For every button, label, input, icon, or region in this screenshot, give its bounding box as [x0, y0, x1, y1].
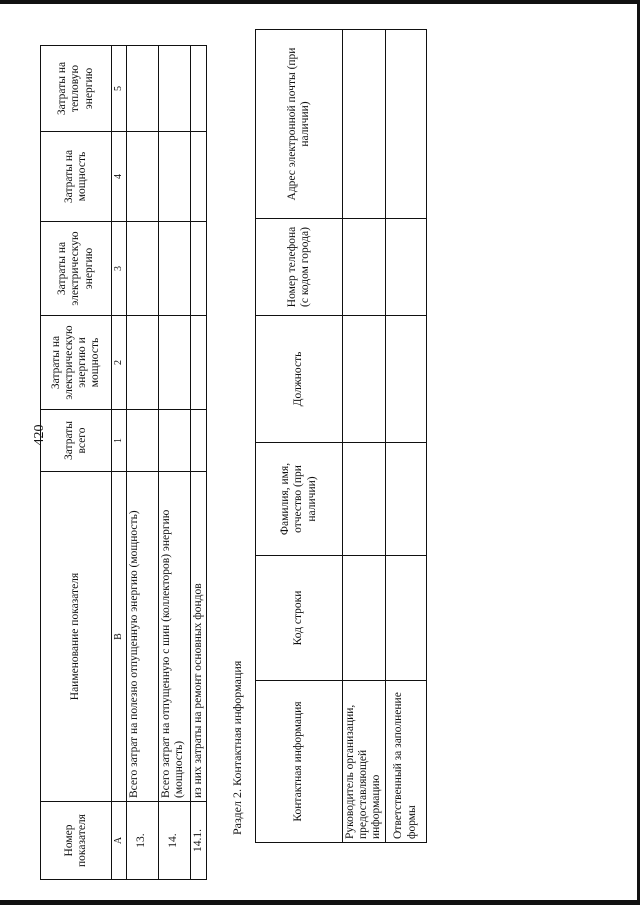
value-cell	[385, 443, 426, 556]
header-email: Адрес электронной почты (при наличии)	[256, 30, 343, 219]
value-cell	[190, 46, 206, 132]
table-row	[190, 46, 206, 880]
header-total-costs: Затраты всего	[41, 410, 112, 472]
table-header-row	[41, 46, 112, 880]
header-indicator-name: Наименование показателя	[41, 472, 112, 802]
value-cell	[158, 410, 190, 472]
value-cell	[385, 556, 426, 681]
value-cell	[190, 410, 206, 472]
column-index: 3	[112, 222, 127, 316]
header-position: Должность	[256, 316, 343, 443]
page-number: 420	[32, 424, 47, 446]
column-index: 1	[112, 410, 127, 472]
value-cell	[158, 316, 190, 410]
value-cell	[343, 556, 386, 681]
value-cell	[343, 443, 386, 556]
header-indicator-number: Номер показателя	[41, 802, 112, 880]
table-row	[158, 46, 190, 880]
contact-role: Руководитель организации, предоставляющей информацию	[343, 681, 386, 843]
value-cell	[385, 316, 426, 443]
column-index: А	[112, 802, 127, 880]
column-index: 4	[112, 132, 127, 222]
section-2-title: Раздел 2. Контактная информация	[230, 660, 244, 835]
header-phone: Номер телефона (с кодом города)	[256, 219, 343, 316]
column-index: 5	[112, 46, 127, 132]
indicator-code: 14.1.	[190, 802, 206, 880]
header-electric-energy-costs: Затраты на электрическую энергию	[41, 222, 112, 316]
value-cell	[126, 410, 158, 472]
value-cell	[158, 132, 190, 222]
column-index-row	[112, 46, 127, 880]
value-cell	[126, 46, 158, 132]
header-electric-energy-power-costs: Затраты на электрическую энергию и мощность	[41, 316, 112, 410]
indicator-name: Всего затрат на полезно отпущенную энергию (мощность)	[126, 472, 158, 802]
header-power-costs: Затраты на мощность	[41, 132, 112, 222]
header-thermal-energy-costs: Затраты на тепловую энергию	[41, 46, 112, 132]
value-cell	[126, 132, 158, 222]
value-cell	[385, 219, 426, 316]
column-index: 2	[112, 316, 127, 410]
cost-indicators-table	[40, 45, 207, 880]
indicator-code: 14.	[158, 802, 190, 880]
header-full-name: Фамилия, имя, отчество (при наличии)	[256, 443, 343, 556]
header-row-code: Код строки	[256, 556, 343, 681]
value-cell	[126, 222, 158, 316]
value-cell	[343, 30, 386, 219]
value-cell	[343, 219, 386, 316]
value-cell	[343, 316, 386, 443]
table-row	[343, 30, 386, 843]
column-index: В	[112, 472, 127, 802]
value-cell	[190, 316, 206, 410]
value-cell	[190, 132, 206, 222]
value-cell	[385, 30, 426, 219]
indicator-name: Всего затрат на отпущенную с шин (коллекторов) энергию (мощность)	[158, 472, 190, 802]
table-row	[126, 46, 158, 880]
value-cell	[158, 46, 190, 132]
table-header-row	[256, 30, 343, 843]
value-cell	[190, 222, 206, 316]
indicator-name: из них затраты на ремонт основных фондов	[190, 472, 206, 802]
table-row	[385, 30, 426, 843]
indicator-code: 13.	[126, 802, 158, 880]
contact-info-table	[255, 29, 427, 843]
value-cell	[158, 222, 190, 316]
value-cell	[126, 316, 158, 410]
contact-role: Ответственный за заполнение формы	[385, 681, 426, 843]
header-contact-info: Контактная информация	[256, 681, 343, 843]
